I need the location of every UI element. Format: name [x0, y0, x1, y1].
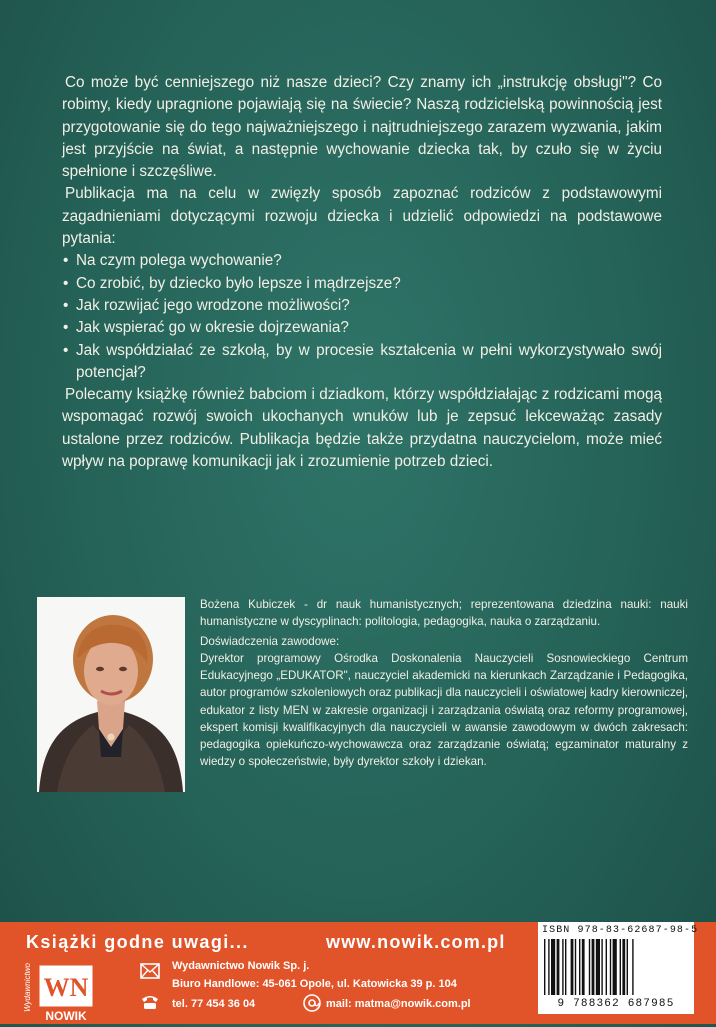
question-item: • Na czym polega wychowanie?	[62, 250, 662, 272]
office-address: Biuro Handlowe: 45-061 Opole, ul. Katowicka 39 p. 104	[172, 978, 457, 990]
logo-text-top: Wydawnictwo	[23, 963, 32, 1012]
envelope-icon	[140, 963, 160, 979]
publisher-name: Wydawnictwo Nowik Sp. j.	[172, 960, 310, 972]
barcode	[542, 939, 690, 997]
question-item: • Jak rozwijać jego wrodzone możliwości?	[62, 295, 662, 317]
experience-heading: Doświadczenia zawodowe:	[200, 635, 340, 649]
author-credentials: Bożena Kubiczek - dr nauk humanistycznych; reprezentowana dziedzina nauki: nauki humanistyczne w dyscyplinach: politologia, pedagogika, nauka o zarządzaniu.	[200, 598, 688, 629]
phone-number[interactable]: tel. 77 454 36 04	[172, 998, 256, 1010]
author-photo	[37, 597, 185, 792]
phone-icon	[140, 994, 160, 1010]
email-address[interactable]: mail: matma@nowik.com.pl	[326, 998, 471, 1010]
barcode-digits: 9 788362 687985	[557, 998, 675, 1010]
blurb-paragraph-3: Polecamy książkę również babciom i dziadkom, którzy współdziałając z rodzicami mogą wspomagać rozwój swoich ukochanych wnuków lub je zepsuć lekceważąc zasady ustalone przez rodziców. Publikacja będzie także przydatna nauczycielom, może mieć wpływ na poprawę komunikacji jak i zrozumienie potrzeb dzieci.	[62, 386, 662, 471]
experience-text: Dyrektor programowy Ośrodka Doskonalenia Nauczycieli Sosnowieckiego Centrum Edukacyjnego „EDUKATOR", nauczyciel akademicki na kierunkach Zarządzanie i Pedagogika, autor programów szkoleniowych oraz publikacji dla nauczycieli i oświatowej kadry kierowniczej, edukator z listy MEN w zakresie organizacji i zarządzania oświatą oraz reformy programowej, ekspert komisji kwalifikacyjnych dla nauczycieli w awansie zawodowym w dwóch zakresach: pedagogika opiekuńczo-wychowawcza oraz zarządzanie oświatą; egzaminator maturalny z wiedzy o społeczeństwie, były dyrektor szkoły i dziekan.	[200, 652, 688, 768]
blurb	[62, 72, 662, 473]
tagline: Książki godne uwagi...	[26, 932, 249, 952]
question-item: • Jak współdziałać ze szkołą, by w procesie kształcenia w pełni wykorzystywało swój potencjał?	[62, 340, 662, 385]
blurb-paragraph-1: Co może być cenniejszego niż nasze dzieci? Czy znamy ich „instrukcję obsługi"? Co robimy, kiedy upragnione pojawiają się na świecie? Naszą rodzicielską powinnością jest przygotowanie się do tego najważniejszego i najtrudniejszego zarazem wyzwania, jakim jest przyjście na świat, a następnie wychowanie dziecka tak, by czuło się w życiu spełnione i szczęśliwe.	[62, 74, 662, 181]
logo-letters: WN	[43, 973, 89, 1002]
at-icon	[302, 994, 322, 1010]
isbn-label: ISBN 978-83-62687-98-5	[542, 925, 699, 936]
question-item: • Jak wspierać go w okresie dojrzewania?	[62, 317, 662, 339]
publisher-logo	[18, 960, 106, 1022]
question-list	[62, 250, 662, 384]
author-bio	[200, 596, 688, 773]
website-link[interactable]: www.nowik.com.pl	[326, 932, 506, 952]
blurb-paragraph-2: Publikacja ma na celu w zwięzły sposób zapoznać rodziców z podstawowymi zagadnieniami dotyczącymi rozwoju dziecka i udzielić odpowiedzi na podstawowe pytania:	[62, 185, 662, 248]
logo-text-bottom: NOWIK	[45, 1009, 87, 1022]
question-item: • Co zrobić, by dziecko było lepsze i mądrzejsze?	[62, 273, 662, 295]
isbn-barcode-box	[538, 922, 699, 1014]
